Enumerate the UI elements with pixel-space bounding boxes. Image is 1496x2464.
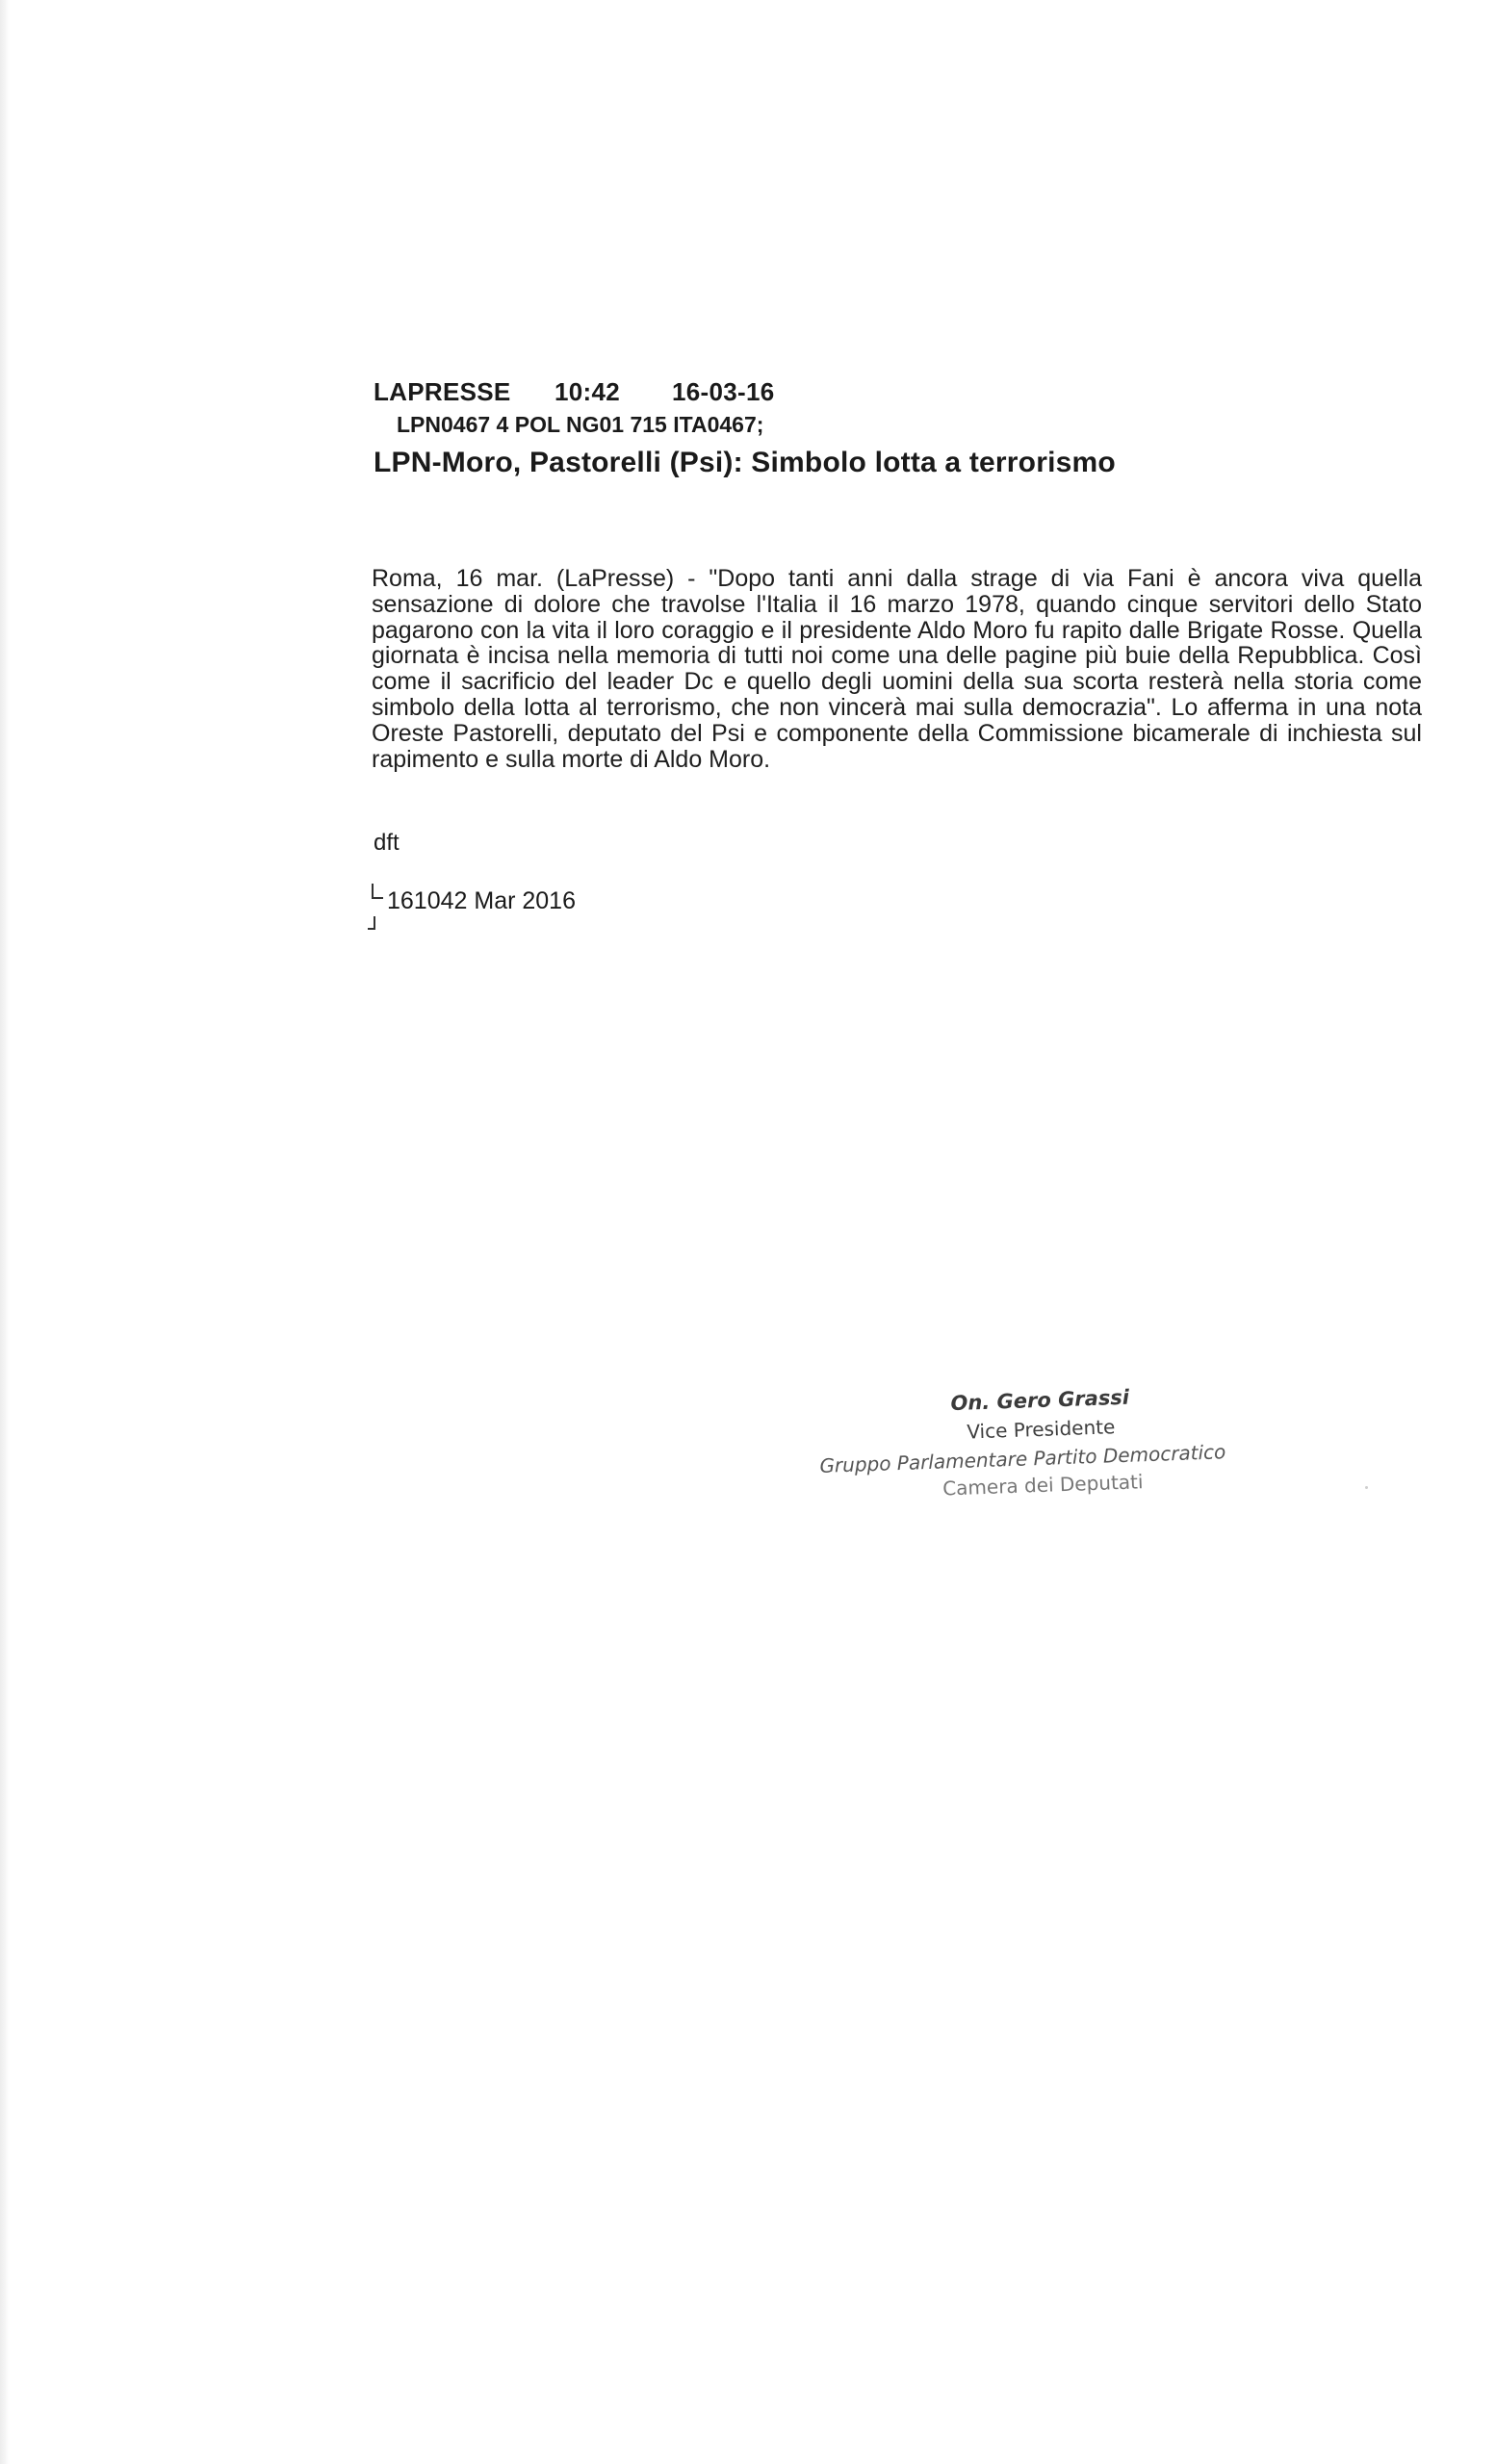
dispatch-timestamp: 161042 Mar 2016 <box>387 887 576 914</box>
scan-edge-shadow <box>0 0 10 2464</box>
stamp-role: Vice Presidente <box>966 1415 1116 1444</box>
headline: LPN-Moro, Pastorelli (Psi): Simbolo lotta a terrorismo <box>374 447 1116 478</box>
stamp-name: On. Gero Grassi <box>950 1385 1130 1416</box>
wire-header <box>374 377 1432 479</box>
stamp-chamber: Camera dei Deputati <box>941 1470 1144 1501</box>
stamp-group: Gruppo Parlamentare Partito Democratico <box>819 1440 1226 1477</box>
timestamp-bracket-top <box>372 884 383 899</box>
agency-name: LAPRESSE <box>374 377 511 406</box>
office-stamp <box>789 1381 1255 1505</box>
article-body: Roma, 16 mar. (LaPresse) - "Dopo tanti anni dalla strage di via Fani è ancora viva quella sensazione di dolore che travolse l'Italia il 16 marzo 1978, quando cinque servitori dello Stato pagarono con la vita il loro coraggio e il presidente Aldo Moro fu rapito dalle Brigate Rosse. Quella giornata è incisa nella memoria di tutti noi come una delle pagine più buie della Repubblica. Così come il sacrificio del leader Dc e quello degli uomini della sua scorta resterà nella storia come simbolo della lotta al terrorismo, che non vincerà mai sulla democrazia". Lo afferma in una nota Oreste Pastorelli, deputato del Psi e componente della Commissione bicamerale di inchiesta sul rapimento e sulla morte di Aldo Moro. <box>372 565 1422 773</box>
timestamp-bracket-bottom <box>368 916 375 930</box>
dispatch-date: 16-03-16 <box>672 377 775 406</box>
scan-speck <box>1365 1486 1368 1489</box>
author-sign-off: dft <box>374 830 400 856</box>
header-meta-line <box>374 377 1432 410</box>
dispatch-code: LPN0467 4 POL NG01 715 ITA0467; <box>397 412 764 437</box>
dispatch-time: 10:42 <box>555 377 620 406</box>
